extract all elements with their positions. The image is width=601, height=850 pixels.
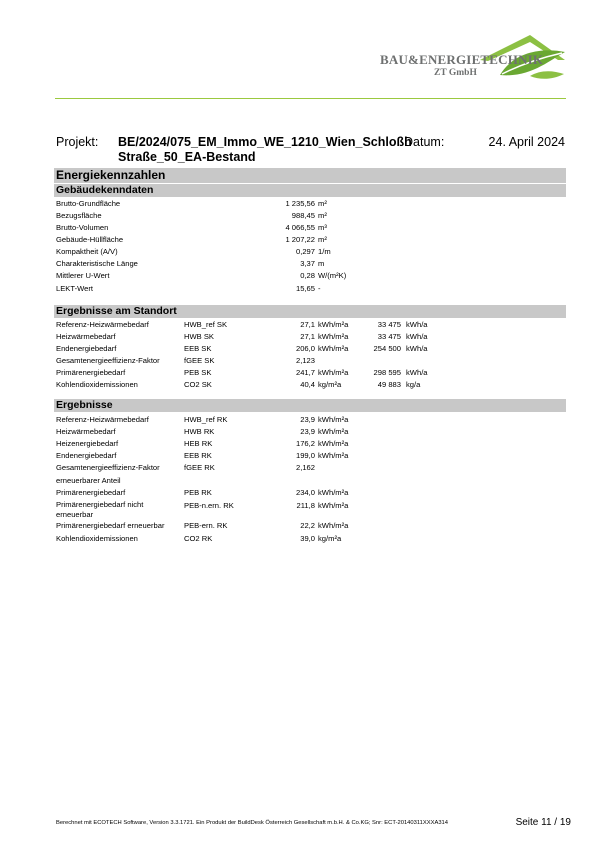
row-value: 2,123	[295, 356, 315, 365]
row-label: Kompaktheit (A/V)	[56, 247, 118, 256]
project-label: Projekt:	[56, 135, 99, 149]
row-value: 3,37	[300, 259, 315, 268]
row-unit: m³	[318, 223, 327, 232]
row-value: 27,1	[300, 332, 315, 341]
row-value: 1 235,56	[285, 199, 315, 208]
row-value: 206,0	[295, 344, 315, 353]
row-code: HWB_ref SK	[184, 320, 228, 329]
row-code: CO2 SK	[184, 380, 212, 389]
row-absolute-unit: kWh/a	[406, 368, 428, 377]
row-unit: kWh/m²a	[318, 332, 349, 341]
row-unit: m²	[318, 235, 327, 244]
row-unit: kg/m²a	[318, 534, 342, 543]
row-value: 23,9	[300, 415, 315, 424]
row-unit: m²	[318, 199, 327, 208]
row-value: 40,4	[300, 380, 315, 389]
row-label: Mittlerer U-Wert	[56, 271, 110, 280]
row-code: HWB RK	[184, 427, 215, 436]
row-absolute-value: 33 475	[377, 320, 401, 329]
ergebnisse-title: Ergebnisse	[54, 399, 566, 412]
table-row	[56, 343, 566, 355]
row-code: HEB RK	[184, 439, 213, 448]
row-label: Primärenergiebedarf	[56, 368, 126, 377]
row-unit: kg/m²a	[318, 380, 342, 389]
row-absolute-unit: kWh/a	[406, 332, 428, 341]
row-code: fGEE SK	[184, 356, 215, 365]
row-label: LEKT-Wert	[56, 284, 93, 293]
row-label: Primärenergiebedarf nicht erneuerbar	[56, 500, 144, 519]
row-absolute-value: 33 475	[377, 332, 401, 341]
row-unit: m	[318, 259, 325, 268]
row-label: erneuerbarer Anteil	[56, 476, 121, 485]
row-code: EEB RK	[184, 451, 212, 460]
row-label: Gebäude-Hüllfläche	[56, 235, 124, 244]
table-row	[56, 258, 566, 270]
row-unit: kWh/m²a	[318, 439, 349, 448]
row-code: EEB SK	[184, 344, 212, 353]
table-row	[56, 270, 566, 282]
row-unit: -	[318, 284, 321, 293]
row-label: Bezugsfläche	[56, 211, 102, 220]
table-row	[56, 234, 566, 246]
row-absolute-value: 254 500	[373, 344, 401, 353]
table-row	[56, 198, 566, 210]
row-unit: kWh/m²a	[318, 521, 349, 530]
logo-line2: ZT GmbH	[434, 68, 477, 78]
row-code: PEB RK	[184, 488, 212, 497]
table-row	[56, 283, 566, 295]
row-label: Kohlendioxidemissionen	[56, 534, 138, 543]
row-value: 1 207,22	[285, 235, 315, 244]
row-unit: kWh/m²a	[318, 368, 349, 377]
table-row	[56, 355, 566, 367]
row-value: 199,0	[295, 451, 315, 460]
row-unit: kWh/m²a	[318, 427, 349, 436]
logo-line1: BAU&ENERGIETECHNIK	[380, 52, 544, 67]
row-absolute-value: 49 883	[377, 380, 401, 389]
date-label: Datum:	[404, 135, 445, 149]
row-label: Heizwärmebedarf	[56, 427, 116, 436]
row-code: fGEE RK	[184, 463, 215, 472]
row-code: HWB_ref RK	[184, 415, 228, 424]
row-label: Brutto-Volumen	[56, 223, 109, 232]
row-value: 15,65	[295, 284, 315, 293]
row-code: PEB SK	[184, 368, 212, 377]
row-code: PEB-n.ern. RK	[184, 501, 234, 510]
row-label: Heizwärmebedarf	[56, 332, 116, 341]
page-number: Seite 11 / 19	[515, 817, 571, 828]
row-value: 211,8	[296, 501, 315, 510]
table-row	[56, 426, 566, 438]
row-label: Kohlendioxidemissionen	[56, 380, 138, 389]
table-row	[56, 533, 566, 545]
table-row	[56, 367, 566, 379]
row-unit: W/(m²K)	[318, 271, 347, 280]
row-label: Charakteristische Länge	[56, 259, 138, 268]
row-absolute-unit: kWh/a	[406, 320, 428, 329]
row-unit: kWh/m²a	[318, 415, 349, 424]
table-row	[56, 462, 566, 474]
row-code: PEB-ern. RK	[184, 521, 228, 530]
table-row	[56, 520, 566, 532]
table-row	[56, 331, 566, 343]
table-row	[56, 487, 566, 499]
table-row	[56, 379, 566, 391]
row-unit: kWh/m²a	[318, 451, 349, 460]
row-absolute-value: 298 595	[373, 368, 401, 377]
row-label: Referenz-Heizwärmebedarf	[56, 415, 149, 424]
company-logo	[380, 30, 570, 92]
row-value: 241,7	[295, 368, 315, 377]
table-row	[56, 500, 566, 519]
header-divider	[55, 98, 566, 99]
row-value: 0,28	[300, 271, 315, 280]
row-value: 22,2	[300, 521, 315, 530]
row-unit: 1/m	[318, 247, 331, 256]
row-value: 2,162	[295, 463, 315, 472]
table-row	[56, 414, 566, 426]
standort-title: Ergebnisse am Standort	[54, 305, 566, 318]
footer-note: Berechnet mit ECOTECH Software, Version 3.3.1721. Ein Produkt der BuildDesk Österreich Gesellschaft m.b.H. & Co.KG; Snr: ECT-20140311XXXA314	[56, 820, 449, 826]
row-label: Primärenergiebedarf	[56, 488, 126, 497]
row-value: 0,297	[295, 247, 315, 256]
row-label: Gesamtenergieeffizienz-Faktor	[56, 463, 160, 472]
table-row	[56, 319, 566, 331]
row-unit: kWh/m²a	[318, 344, 349, 353]
row-value: 27,1	[300, 320, 315, 329]
row-code: HWB SK	[184, 332, 214, 341]
gebaeude-title: Gebäudekenndaten	[54, 184, 566, 197]
project-title: BE/2024/075_EM_Immo_WE_1210_Wien_Schloßh Straße_50_EA-Bestand	[118, 135, 412, 164]
row-value: 234,0	[295, 488, 315, 497]
row-value: 176,2	[295, 439, 315, 448]
row-unit: m²	[318, 211, 327, 220]
row-label: Primärenergiebedarf erneuerbar	[56, 521, 165, 530]
row-unit: kWh/m²a	[318, 488, 349, 497]
row-unit: kWh/m²a	[318, 501, 349, 510]
table-row	[56, 450, 566, 462]
date-value: 24. April 2024	[488, 135, 565, 149]
table-row	[56, 210, 566, 222]
row-absolute-unit: kg/a	[406, 380, 421, 389]
row-label: Referenz-Heizwärmebedarf	[56, 320, 149, 329]
row-absolute-unit: kWh/a	[406, 344, 428, 353]
row-value: 4 066,55	[285, 223, 315, 232]
row-value: 39,0	[300, 534, 315, 543]
section-title: Energiekennzahlen	[54, 168, 566, 183]
row-label: Endenergiebedarf	[56, 344, 117, 353]
row-label: Gesamtenergieeffizienz-Faktor	[56, 356, 160, 365]
row-code: CO2 RK	[184, 534, 213, 543]
table-row	[56, 246, 566, 258]
table-row	[56, 222, 566, 234]
row-label: Brutto-Grundfläche	[56, 199, 121, 208]
row-value: 23,9	[300, 427, 315, 436]
table-row	[56, 438, 566, 450]
table-row	[56, 475, 566, 487]
row-value: 988,45	[291, 211, 315, 220]
row-label: Endenergiebedarf	[56, 451, 117, 460]
row-unit: kWh/m²a	[318, 320, 349, 329]
row-label: Heizenergiebedarf	[56, 439, 119, 448]
